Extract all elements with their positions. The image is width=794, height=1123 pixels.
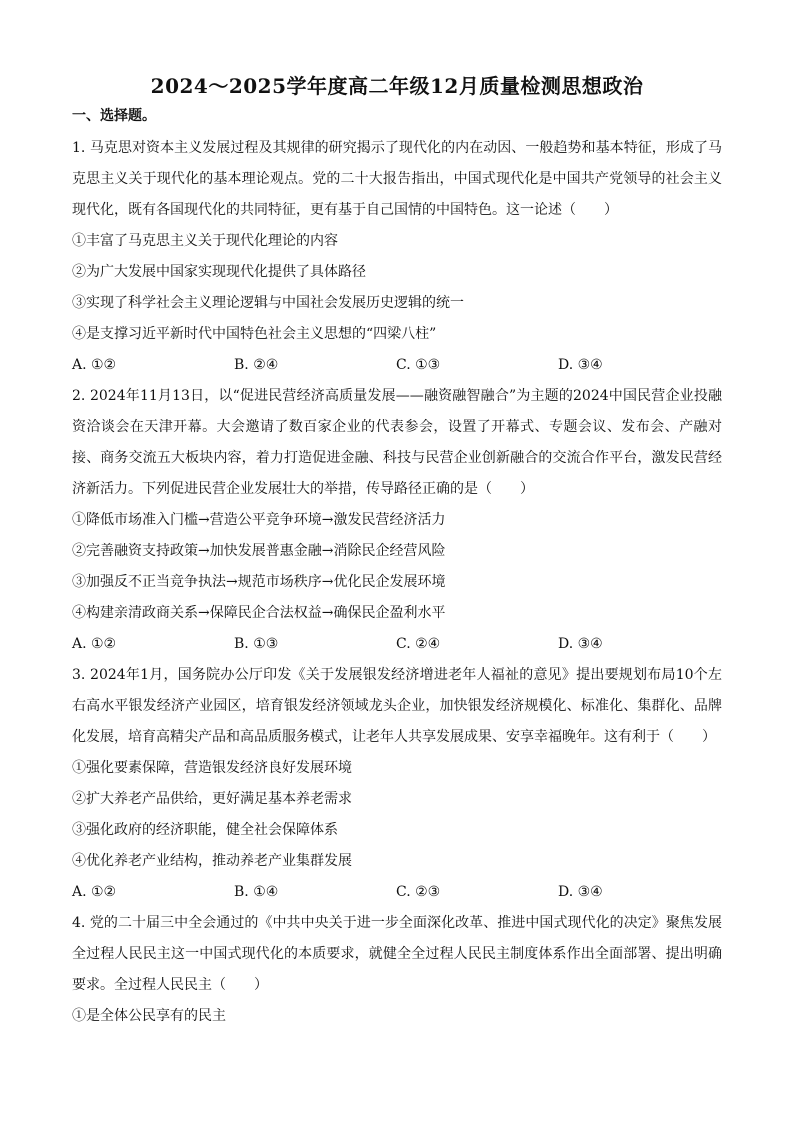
statement-item: ①强化要素保障，营造银发经济良好发展环境 bbox=[72, 760, 352, 776]
section-heading: 一、选择题。 bbox=[72, 108, 156, 124]
statement-item: ③强化政府的经济职能，健全社会保障体系 bbox=[72, 822, 338, 838]
statement-item: ④构建亲清政商关系→保障民企合法权益→确保民企盈利水平 bbox=[72, 605, 446, 621]
answer-options bbox=[72, 877, 722, 908]
question-stem: 2. 2024年11月13日，以“促进民营经济高质量发展——融资融智融合”为主题的2024中国民营企业投融资洽谈会在天津开幕。大会邀请了数百家企业的代表参会，设置了开幕式、专题会议、发布会、产融对接、商务交流五大板块内容，着力打造促进金融、科技与民营企业创新融合的交流合作平台，激发民营经济新活力。下列促进民营企业发展壮大的举措，传导路径正确的是（ ） bbox=[72, 388, 722, 497]
option-a: A. ①② bbox=[72, 884, 117, 900]
option-c: C. ②④ bbox=[396, 636, 441, 652]
option-b: B. ①③ bbox=[234, 636, 279, 652]
question-stem: 4. 党的二十届三中全会通过的《中共中央关于进一步全面深化改革、推进中国式现代化的决定》聚焦发展全过程人民民主这一中国式现代化的本质要求，就健全全过程人民民主制度体系作出全面部署、提出明确要求。全过程人民民主（ ） bbox=[72, 915, 722, 993]
option-c: C. ②③ bbox=[396, 884, 441, 900]
question-stem: 3. 2024年1月，国务院办公厅印发《关于发展银发经济增进老年人福祉的意见》提出要规划布局10个左右高水平银发经济产业园区，培育银发经济领域龙头企业，加快银发经济规模化、标准化、集群化、品牌化发展，培育高精尖产品和高品质服务模式，让老年人共享发展成果、安享幸福晚年。这有利于（ ） bbox=[72, 667, 722, 745]
page-title: 2024～2025学年度高二年级12月质量检测思想政治 bbox=[150, 74, 644, 98]
option-b: B. ②④ bbox=[234, 357, 279, 373]
statement-item: ②完善融资支持政策→加快发展普惠金融→消除民企经营风险 bbox=[72, 543, 446, 559]
option-d: D. ③④ bbox=[558, 884, 603, 900]
option-d: D. ③④ bbox=[558, 636, 603, 652]
option-d: D. ③④ bbox=[558, 357, 603, 373]
statement-item: ②扩大养老产品供给，更好满足基本养老需求 bbox=[72, 791, 352, 807]
question-stem: 1. 马克思对资本主义发展过程及其规律的研究揭示了现代化的内在动因、一般趋势和基本特征，形成了马克思主义关于现代化的基本理论观点。党的二十大报告指出，中国式现代化是中国共产党领导的社会主义现代化，既有各国现代化的共同特征，更有基于自己国情的中国特色。这一论述（ ） bbox=[72, 140, 722, 218]
statement-item: ①是全体公民享有的民主 bbox=[72, 1008, 226, 1024]
document-page bbox=[72, 60, 722, 1032]
statement-item: ③加强反不正当竞争执法→规范市场秩序→优化民企发展环境 bbox=[72, 574, 446, 590]
statement-item: ①丰富了马克思主义关于现代化理论的内容 bbox=[72, 233, 338, 249]
option-b: B. ①④ bbox=[234, 884, 279, 900]
option-a: A. ①② bbox=[72, 636, 117, 652]
answer-options bbox=[72, 350, 722, 381]
option-a: A. ①② bbox=[72, 357, 117, 373]
statement-item: ④是支撑习近平新时代中国特色社会主义思想的“四梁八柱” bbox=[72, 326, 437, 342]
answer-options bbox=[72, 629, 722, 660]
statement-item: ①降低市场准入门槛→营造公平竞争环境→激发民营经济活力 bbox=[72, 512, 446, 528]
question-1 bbox=[72, 133, 722, 381]
statement-item: ④优化养老产业结构，推动养老产业集群发展 bbox=[72, 853, 352, 869]
question-4 bbox=[72, 908, 722, 1032]
question-3 bbox=[72, 660, 722, 908]
statement-item: ③实现了科学社会主义理论逻辑与中国社会发展历史逻辑的统一 bbox=[72, 295, 464, 311]
option-c: C. ①③ bbox=[396, 357, 441, 373]
statement-item: ②为广大发展中国家实现现代化提供了具体路径 bbox=[72, 264, 366, 280]
question-2 bbox=[72, 381, 722, 660]
